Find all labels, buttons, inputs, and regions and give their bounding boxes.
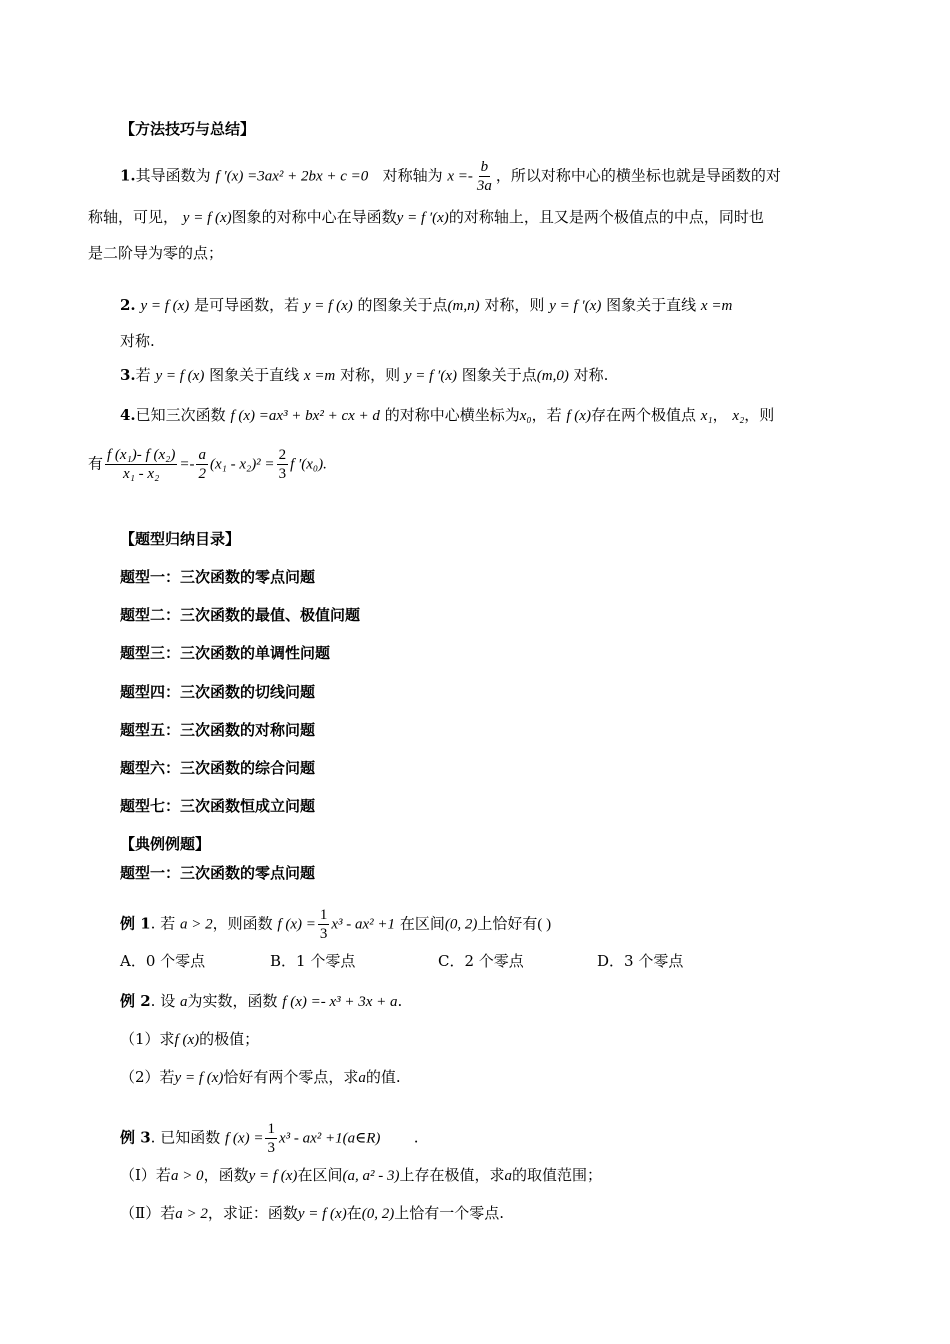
formula: y = f (x) [182,210,232,226]
formula: a > 2 [175,1206,208,1222]
formula: y = f (x) [297,1206,347,1222]
text: . 已知函数 [150,1128,221,1147]
paragraph-1-line-3 [88,242,223,264]
text: 的图象关于点 [357,296,448,314]
fraction-denominator: 3 [267,1140,275,1156]
type-index-item: 题型五：三次函数的对称问题 [120,721,316,739]
example-2-question-1 [120,1028,259,1051]
text: 在区间 [297,1166,343,1184]
option-b: B．1 个零点 [270,952,356,970]
text: 图象关于点 [461,366,537,384]
text: 图象的对称中心在导函数 [231,208,397,226]
section-title-methods: 【方法技巧与总结】 [120,120,256,138]
text: 对称轴为 [382,166,443,185]
example-label: 例 1 [120,914,151,933]
text: 上恰好有 [477,914,538,933]
text: ，函数 [203,1166,249,1184]
text: （1）求 [120,1030,175,1048]
text: . 若 [150,914,176,933]
formula: a > 0 [170,1168,204,1184]
fraction-numerator: 2 [278,447,287,463]
formula: x =m [303,368,336,384]
type-index-item: 题型一：三次函数的零点问题 [120,568,316,586]
formula: a [180,994,188,1010]
text: 是二阶导为零的点； [88,244,224,262]
fraction-denominator: 3a [476,178,492,194]
section-title-type-index: 【题型归纳目录】 [120,530,241,548]
formula: (0, 2) [361,1206,395,1222]
fraction [196,446,208,483]
item-number: 1. [120,166,136,185]
formula: x³ - ax² +1(a∈R) [278,1130,381,1147]
example-2-question-2 [120,1066,401,1089]
formula: a [358,1070,366,1086]
example-3-question-1 [120,1164,602,1187]
formula: y = f (x) [155,368,205,384]
paragraph-1-line-1 [120,158,781,195]
text: 对称. [573,366,609,384]
paragraph-3 [120,364,608,387]
text: 存在两个极值点 [590,406,696,424]
text: ，则 [744,406,775,424]
formula: y = f ′(x) [404,368,457,384]
text: 在区间 [399,914,445,933]
fraction [105,446,177,483]
text: 图象关于直线 [606,296,697,314]
fraction-numerator: f (x₁)- f (x₂) [107,447,176,463]
section-title-examples: 【典例例题】 [120,835,211,853]
fraction-denominator: x₁ - x₂ [123,466,160,482]
fraction-denominator: 3 [319,926,328,942]
fraction [318,906,330,943]
formula: (m,n) [447,298,480,314]
formula: x³ - ax² +1 [331,916,396,933]
formula: (0, 2) [444,916,478,933]
fraction-numerator: 1 [319,907,328,923]
fraction-numerator: b [480,159,489,175]
text: 的对称轴上，且又是两个极值点的中点，同时也 [448,208,764,226]
paragraph-1-line-2 [88,206,764,229]
formula: x =m [700,298,733,314]
text: ，所以对称中心的横坐标也就是导函数的对 [495,166,781,185]
formula: y = f ′(x) [549,298,602,314]
formula: f (x) = [225,1130,264,1147]
formula: x₂ [732,408,745,424]
formula: a [504,1168,512,1184]
formula: x =- [447,168,473,185]
fraction [475,158,494,195]
formula: y = f ′(x) [396,210,449,226]
formula: f (x) [566,408,591,424]
type-index-item: 题型六：三次函数的综合问题 [120,759,316,777]
text: 若 [135,366,151,384]
option-c: C．2 个零点 [438,952,524,970]
formula: y = f (x) [248,1168,298,1184]
text: ，求证：函数 [207,1204,298,1222]
example-3-question-2 [120,1202,504,1225]
type-index-item: 题型七：三次函数恒成立问题 [120,797,316,815]
text: （Ⅱ）若 [120,1204,176,1222]
type-index-item: 题型三：三次函数的单调性问题 [120,644,331,662]
text: 对称，则 [484,296,545,314]
text: 有 [88,454,104,473]
text: 在 [346,1204,362,1222]
text: 对称，则 [340,366,401,384]
formula: (m,0) [536,368,569,384]
paragraph-4-line-2 [88,446,327,483]
paragraph-2-line-1 [120,294,732,317]
text: 的极值； [199,1030,260,1048]
fraction-denominator: 2 [198,466,206,482]
fraction [265,1120,277,1157]
formula: f (x) = [277,916,316,933]
text: （2）若 [120,1068,175,1086]
formula: =- [179,456,195,473]
formula: y = f (x) [303,298,353,314]
formula: x₁ [700,408,713,424]
formula: f (x) =- x³ + 3x + a [282,994,398,1010]
text: ，若 [531,406,562,424]
text: 的值. [365,1068,401,1086]
text: 上恰有一个零点. [394,1204,504,1222]
formula: f (x) =ax³ + bx² + cx + d [230,408,380,424]
formula: (x₁ - x₂)² = [209,456,275,473]
text: 图象关于直线 [209,366,300,384]
formula: f ′(x₀). [290,456,327,473]
formula: f (x) [174,1032,200,1048]
text: 已知三次函数 [135,406,226,424]
item-number: 3. [120,366,136,384]
example-label: 例 3 [120,1128,151,1147]
text: . 设 [150,992,176,1010]
formula: y = f (x) [140,298,190,314]
item-number: 4. [120,406,136,424]
fraction-numerator: 1 [267,1121,275,1137]
example-3 [120,1120,419,1157]
example-2 [120,990,402,1013]
paragraph-2-line-2 [120,330,155,352]
fraction-denominator: 3 [278,466,287,482]
paragraph-4-line-1 [120,404,774,427]
text: 为实数，函数 [187,992,278,1010]
text: . [413,1128,419,1147]
fraction-numerator: a [198,447,206,463]
type-1-heading: 题型一：三次函数的零点问题 [120,864,316,882]
item-number: 2. [120,296,136,314]
example-label: 例 2 [120,992,151,1010]
text: 对称. [120,332,155,350]
fraction [277,446,289,483]
answer-blank: ( ) [537,916,552,933]
text: 上存在极值，求 [399,1166,505,1184]
type-index-item: 题型四：三次函数的切线问题 [120,683,316,701]
text: 恰好有两个零点，求 [223,1068,359,1086]
formula: y = f (x) [174,1070,224,1086]
text: ， [712,406,728,424]
text: . [397,992,403,1010]
text: 的取值范围； [511,1166,602,1184]
formula: (a, a² - 3) [342,1168,400,1184]
formula: x₀ [519,408,532,424]
text: ，则函数 [212,914,273,933]
text: （Ⅰ）若 [120,1166,171,1184]
formula: f ′(x) =3ax² + 2bx + c =0 [215,168,369,185]
formula: a > 2 [180,916,213,933]
type-index-item: 题型二：三次函数的最值、极值问题 [120,606,361,624]
example-1 [120,906,551,943]
text: 的对称中心横坐标为 [384,406,520,424]
text: 其导函数为 [135,166,211,185]
text: 称轴，可见， [88,208,179,226]
option-a: A．0 个零点 [120,952,206,970]
option-d: D．3 个零点 [597,952,684,970]
text: 是可导函数，若 [194,296,300,314]
